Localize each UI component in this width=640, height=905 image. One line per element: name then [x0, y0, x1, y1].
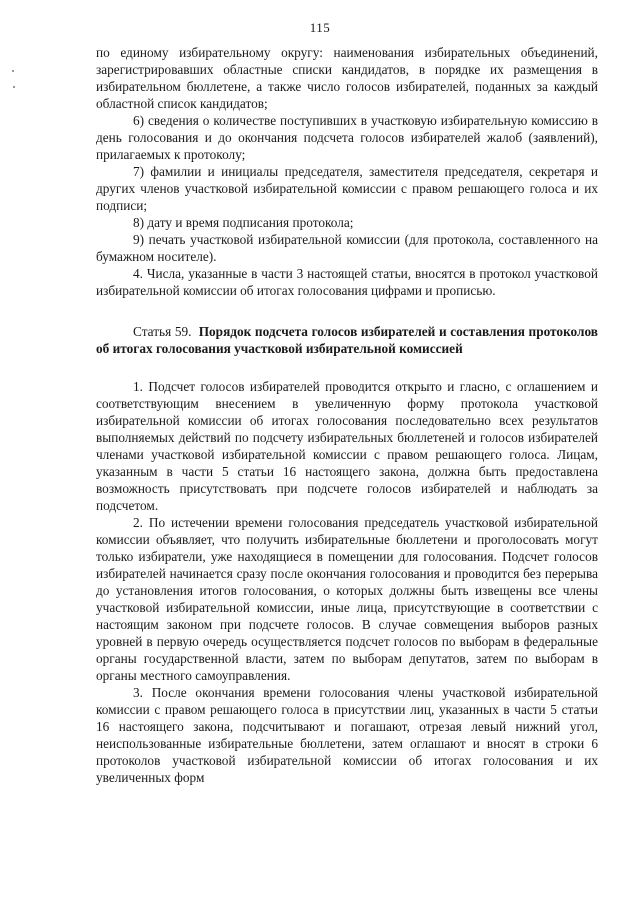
paragraph: по единому избирательному округу: наименования избирательных объединений, зарегистрировавших областные списки кандидатов, в порядке их размещения в избирательном бюллетене, а также число голосов избирателей, поданных за каждый областной список кандидатов;: [96, 45, 598, 111]
document-body: [96, 44, 598, 786]
article-label: Статья 59.: [133, 324, 192, 339]
article-title: Порядок подсчета голосов избирателей и составления протоколов об итогах голосования участковой избирательной комиссией: [96, 324, 598, 356]
scan-speck: [13, 86, 15, 88]
paragraph: 6) сведения о количестве поступивших в участковую избирательную комиссию в день голосования и до окончания подсчета голосов избирателей жалоб (заявлений), прилагаемых к протоколу;: [96, 113, 598, 162]
scan-speck: [12, 70, 14, 72]
paragraph: 3. После окончания времени голосования члены участковой избирательной комиссии с правом решающего голоса в присутствии лиц, указанных в части 5 статьи 16 настоящего закона, подсчитывают и погашают, отрезая левый нижний угол, неиспользованные избирательные бюллетени, затем оглашают и вносят в строки 6 протоколов участковой избирательной комиссии об итогах голосования и их увеличенных форм: [96, 685, 598, 785]
paragraph: 4. Числа, указанные в части 3 настоящей статьи, вносятся в протокол участковой избирательной комиссии об итогах голосования цифрами и прописью.: [96, 266, 598, 298]
paragraph: 2. По истечении времени голосования председатель участковой избирательной комиссии объявляет, что получить избирательные бюллетени и проголосовать могут только избиратели, уже находящиеся в помещении для голосования. Подсчет голосов избирателей начинается сразу после окончания голосования и проводится без перерыва до установления итогов голосования, о которых должны быть извещены все члены участковой избирательной комиссии, иные лица, присутствующие в соответствии с настоящим законом при подсчете голосов. В случае совмещения выборов разных уровней в первую очередь осуществляется подсчет голосов по выборам в федеральные органы государственной власти, затем по выборам депутатов, затем по выборам в органы местного самоуправления.: [96, 515, 598, 683]
page-number: 115: [309, 20, 331, 35]
paragraph: 7) фамилии и инициалы председателя, заместителя председателя, секретаря и других членов участковой избирательной комиссии с правом решающего голоса и их подписи;: [96, 164, 598, 213]
paragraph: 1. Подсчет голосов избирателей проводится открыто и гласно, с оглашением и соответствующим внесением в увеличенную форму протокола участковой избирательной комиссии об итогах голосования последовательно всех результатов выполняемых действий по подсчету избирательных бюллетеней и голосов избирателей членами участковой избирательной комиссии с правом решающего голоса. Лицам, указанным в части 5 статьи 16 настоящего закона, должна быть предоставлена возможность присутствовать при подсчете голосов избирателей и наблюдать за подсчетом.: [96, 379, 598, 513]
article-heading: [96, 323, 598, 357]
paragraph: 8) дату и время подписания протокола;: [133, 215, 354, 230]
paragraph: 9) печать участковой избирательной комиссии (для протокола, составленного на бумажном носителе).: [96, 232, 598, 264]
